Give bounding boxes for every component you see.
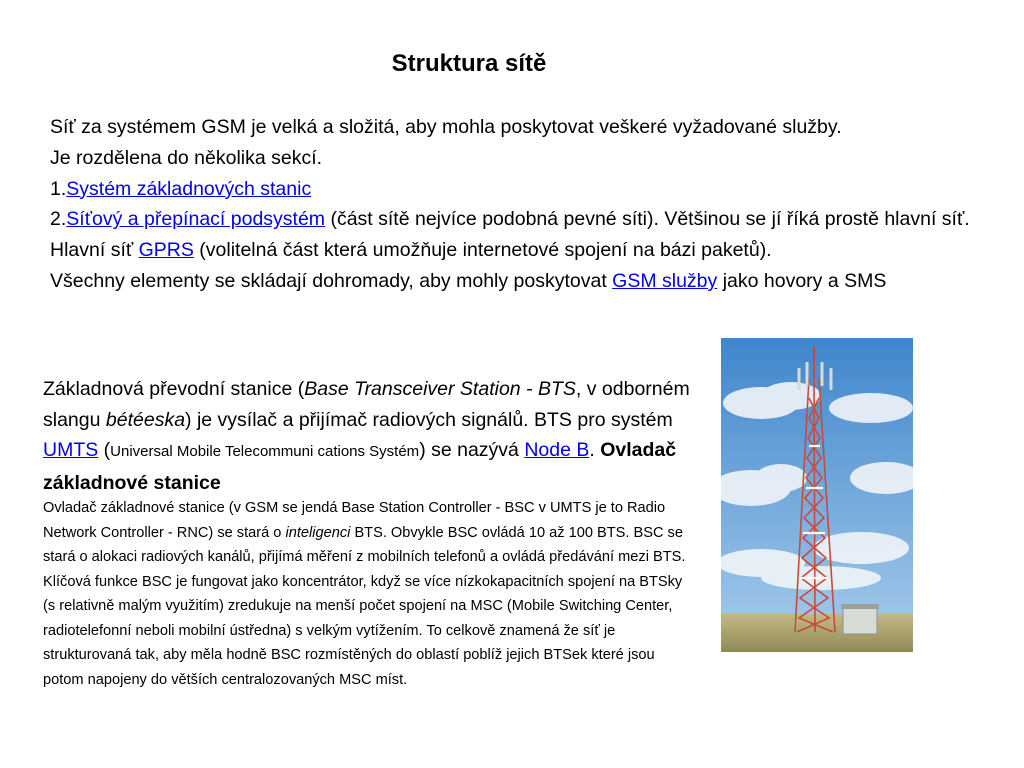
bsc-text-2: BTS. Obvykle BSC ovládá 10 až 100 BTS. BSC se stará o alokaci radiových kanálů, přijímá měření z mobilních telefonů a ovládá předávání mezi BTS. Klíčová funkce BSC je fungovat jako koncentrátor, když se více nízkokapacitních spojení na BTSky (s relativně malým využitím) zredukuje na menší počet spojení na MSC (Mobile Switching Center, radiotelefonní neboli mobilní ústředna) s velkým vytížením. To celkově znamená že síť je strukturovaná tak, aby měla hodně BSC rozmístěných do oblastí poblíž jejich BTSek které jsou potom napojeny do větších centralozovaných MSC míst. bbox=[43, 524, 686, 688]
bts-text-2: , v odborném slangu bbox=[43, 378, 690, 431]
gprs-prefix: Hlavní síť bbox=[50, 239, 139, 262]
link-umts[interactable]: UMTS bbox=[43, 439, 99, 461]
umts-expansion: Universal Mobile Telecommuni cations Systém bbox=[110, 443, 420, 460]
gprs-description: (volitelná část která umožňuje internetové spojení na bázi paketů). bbox=[193, 239, 772, 262]
bts-slang-term: bétéeska bbox=[105, 408, 186, 431]
shelter-roof bbox=[841, 604, 879, 609]
bsc-paragraph bbox=[43, 496, 693, 692]
equipment-shelter bbox=[843, 608, 877, 634]
item-1-number: 1. bbox=[50, 177, 67, 200]
page-title: Struktura sítě bbox=[391, 50, 547, 77]
link-gsm-sluzby[interactable]: GSM služby bbox=[612, 269, 718, 292]
services-prefix: Všechny elementy se skládají dohromady, aby mohly poskytovat bbox=[50, 269, 613, 292]
bts-paragraph bbox=[43, 374, 693, 498]
intro-text bbox=[50, 112, 1000, 297]
bts-text-3: ) je vysílač a přijímač radiových signálů. BTS pro systém bbox=[185, 408, 673, 431]
bts-text-1: Základnová převodní stanice ( bbox=[43, 378, 305, 400]
bsc-italic-term: inteligenci bbox=[285, 524, 351, 541]
link-node-b[interactable]: Node B bbox=[524, 439, 590, 461]
link-gprs[interactable]: GPRS bbox=[138, 239, 194, 262]
intro-line-1: Síť za systémem GSM je velká a složitá, aby mohla poskytovat veškeré vyžadované služby. bbox=[50, 116, 842, 138]
grass-field bbox=[721, 614, 913, 652]
link-system-zakladnovych-stanic[interactable]: Systém základnových stanic bbox=[66, 177, 312, 200]
item-2-description: (část sítě nejvíce podobná pevné síti). Většinou se jí říká prostě hlavní síť. bbox=[325, 208, 970, 231]
cell-tower-photo bbox=[721, 338, 913, 652]
services-suffix: jako hovory a SMS bbox=[717, 269, 887, 292]
intro-line-2: Je rozdělena do několika sekcí. bbox=[50, 146, 323, 169]
bts-text-5: ) se nazývá bbox=[419, 439, 525, 461]
bts-text-4: ( bbox=[98, 439, 111, 461]
bts-term: Base Transceiver Station - BTS bbox=[304, 378, 576, 400]
bsc-heading: Ovladač základnové stanice bbox=[43, 439, 677, 494]
bsc-text-1: Ovladač základnové stanice (v GSM se jendá Base Station Controller - BSC v UMTS je to Radio Network Controller - RNC) se stará o bbox=[43, 500, 666, 541]
link-sitovy-podsystem[interactable]: Síťový a přepínací podsystém bbox=[66, 208, 326, 231]
bts-text-6: . bbox=[589, 439, 601, 461]
item-2-number: 2. bbox=[50, 208, 67, 231]
